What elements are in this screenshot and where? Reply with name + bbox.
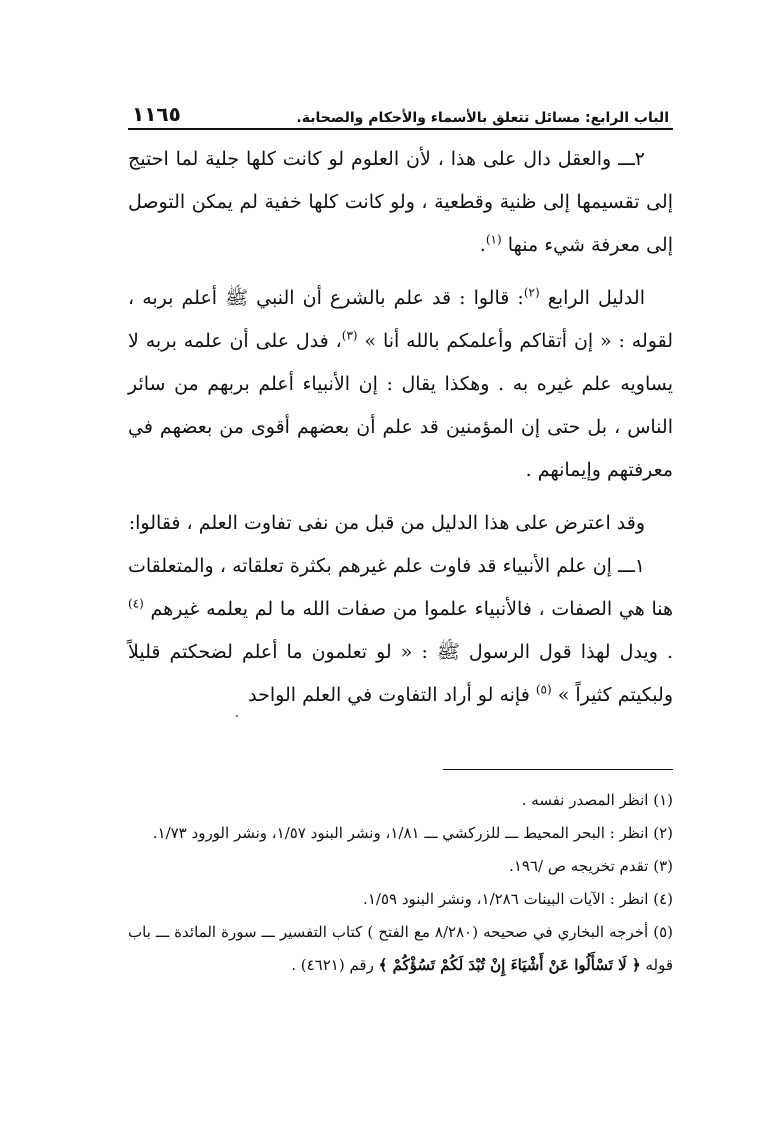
main-text <box>128 138 673 717</box>
footnote-ref-4: (٤) <box>128 596 144 611</box>
running-head: الباب الرابع: مسائل تتعلق بالأسماء والأحكام والصحابة. <box>296 110 669 126</box>
paragraph-1-text: ٢ـــ والعقل دال على هذا ، لأن العلوم لو كانت كلها جلية لما احتيج إلى تقسيمها إلى ظنية وقطعية ، ولو كانت كلها خفية لم يمكن التوصل إلى معرفة شيء منها <box>128 148 673 256</box>
quran-verse: ﴿ لَا تَسْأَلُوا عَنْ أَشْيَاءَ إِنْ تُبْدَ لَكُمْ تَسُؤْكُمْ ﴾ <box>378 956 641 974</box>
footnote-ref-1: (١) <box>485 232 502 247</box>
paragraph-4 <box>128 545 673 717</box>
paragraph-2-text-a: : قالوا : قد علم بالشرع أن النبي ﷺ أعلم بربه ، لقوله : « إن أتقاكم وأعلمكم بالله أنا » <box>128 287 673 352</box>
footnote-ref-2: (٢) <box>523 285 540 300</box>
book-page <box>128 92 673 982</box>
footnote-ref-3: (٣) <box>341 328 358 343</box>
footnote-1: (١) انظر المصدر نفسه . <box>521 791 673 809</box>
footnote-ref-5: (٥) <box>535 682 552 697</box>
paragraph-4-text-a: ١ـــ إن علم الأنبياء قد فاوت علم غيرهم بكثرة تعلقاته ، والمتعلقات هنا هي الصفات ، فالأنبياء علموا من صفات الله ما لم يعلمه غيرهم <box>128 555 674 620</box>
footnote-5 <box>128 916 673 982</box>
paragraph-1-end: . <box>479 234 486 256</box>
footnote-5-text-b: رقم (٤٦٢١) . <box>291 956 374 974</box>
footnote-separator <box>128 769 673 770</box>
paragraph-4-text-c: فإنه لو أراد التفاوت في العلم الواحد <box>248 684 530 706</box>
footnote-3: (٣) تقدم تخريجه ص /١٩٦. <box>509 857 673 875</box>
paragraph-2-heading: الدليل الرابع <box>547 287 645 309</box>
footnote-4: (٤) انظر : الآيات البينات ١/٢٨٦، ونشر البنود ١/٥٩. <box>363 890 673 908</box>
paragraph-3: وقد اعترض على هذا الدليل من قبل من نفى تفاوت العلم ، فقالوا: <box>128 512 645 534</box>
footnote-5-text-a: (٥) أخرجه البخاري في صحيحه (٨/٢٨٠ مع الفتح ) كتاب التفسير ـــ سورة المائدة ـــ باب قوله <box>128 923 673 974</box>
paragraph-2 <box>128 277 673 492</box>
paragraph-2-text-b: ، فدل على أن علمه بربه لا يساويه علم غيره به . وهكذا يقال : إن الأنبياء أعلم بربهم من سائر الناس ، بل حتى إن المؤمنين قد علم أن بعضهم أقوى من بعضهم في معرفتهم وإيمانهم . <box>128 330 673 481</box>
footnote-rule <box>443 769 673 770</box>
page-number: ١١٦٥ <box>132 102 181 126</box>
footnote-2: (٢) انظر : البحر المحيط ـــ للزركشي ـــ ١/٨١، ونشر البنود ١/٥٧، ونشر الورود ١/٧٣. <box>152 824 673 842</box>
paragraph-4-text-b: . ويدل لهذا قول الرسول ﷺ : « لو تعلمون ما أعلم لضحكتم قليلاً ولبكيتم كثيراً » <box>128 641 673 706</box>
scan-speck <box>236 715 238 717</box>
page-header <box>128 92 673 130</box>
paragraph-1 <box>128 138 673 267</box>
footnotes <box>128 784 673 982</box>
